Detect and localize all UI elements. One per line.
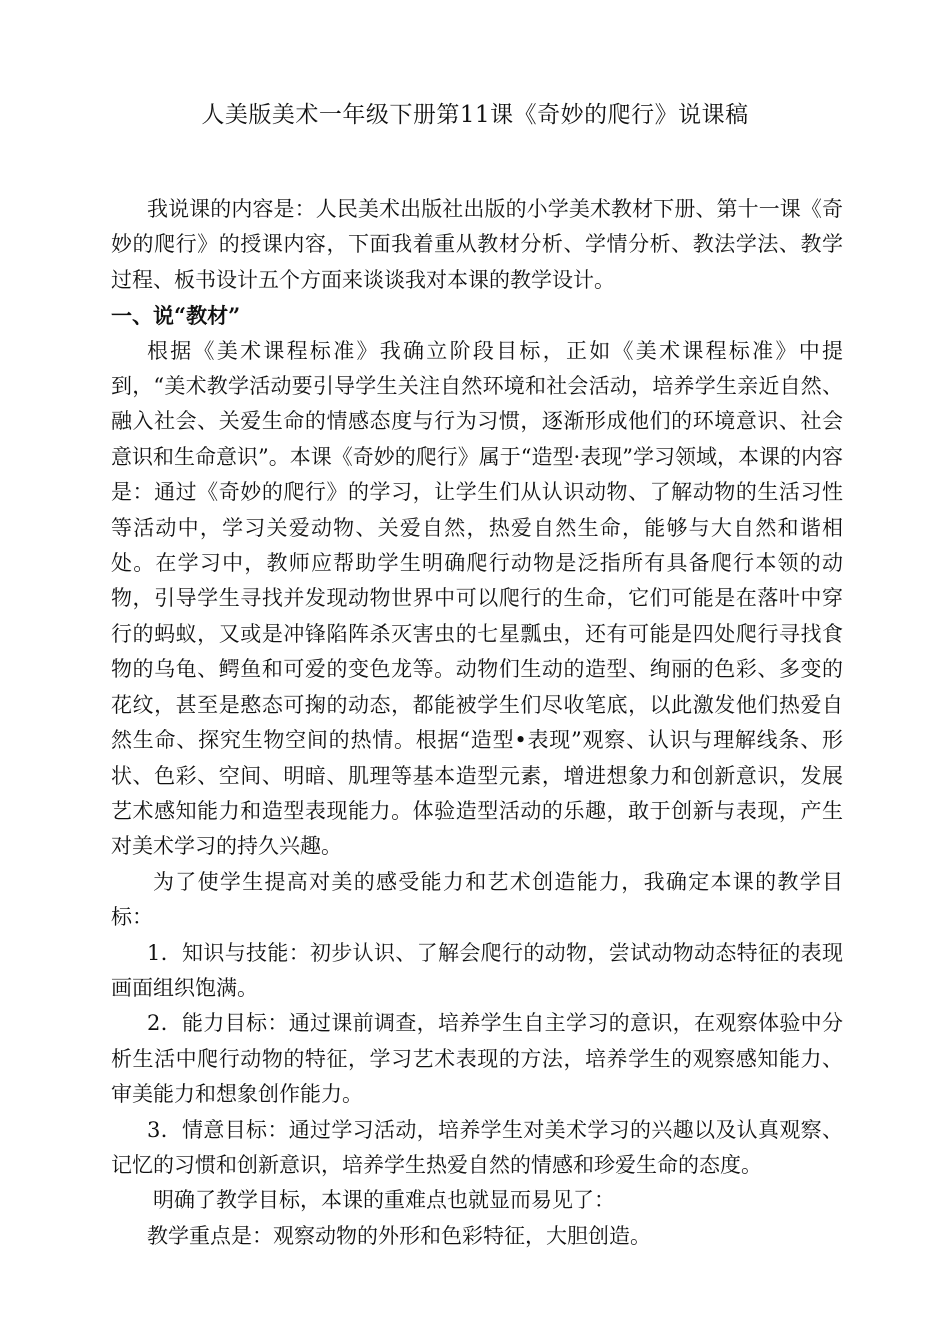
goals-intro-paragraph: 为了使学生提高对美的感受能力和艺术创造能力，我确定本课的教学目标：	[111, 869, 843, 930]
section-heading-textbook: 一、说“教材”	[111, 303, 241, 329]
goal-knowledge: 1．知识与技能：初步认识、了解会爬行的动物，尝试动物动态特征的表现画面组织饱满。	[111, 940, 843, 1000]
goal-emotion: 3．情意目标：通过学习活动，培养学生对美术学习的兴趣以及认真观察、记忆的习惯和创新意识，培养学生热爱自然的情感和珍爱生命的态度。	[111, 1117, 843, 1177]
document-title: 人美版美术一年级下册第11课《奇妙的爬行》说课稿	[201, 102, 749, 128]
textbook-paragraph: 根据《美术课程标准》我确立阶段目标，正如《美术课程标准》中提到，“美术教学活动要引导学生关注自然环境和社会活动，培养学生亲近自然、融入社会、关爱生命的情感态度与行为习惯，逐渐形成他们的环境意识、社会意识和生命意识”。本课《奇妙的爬行》属于“造型·表现”学习领域，本课的内容是：通过《奇妙的爬行》的学习，让学生们从认识动物、了解动物的生活习性等活动中，学习关爱动物、关爱自然，热爱自然生命，能够与大自然和谐相处。在学习中，教师应帮助学生明确爬行动物是泛指所有具备爬行本领的动物，引导学生寻找并发现动物世界中可以爬行的生命，它们可能是在落叶中穿行的蚂蚁，又或是冲锋陷阵杀灭害虫的七星瓢虫，还有可能是四处爬行寻找食物的乌龟、鳄鱼和可爱的变色龙等。动物们生动的造型、绚丽的色彩、多变的花纹，甚至是憨态可掬的动态，都能被学生们尽收笔底，以此激发他们热爱自然生命、探究生物空间的热情。根据“造型•表现”观察、认识与理解线条、形状、色彩、空间、明暗、肌理等基本造型元素，增进想象力和创新意识，发展艺术感知能力和造型表现能力。体验造型活动的乐趣，敢于创新与表现，产生对美术学习的持久兴趣。	[111, 338, 843, 859]
goal-ability: 2．能力目标：通过课前调查，培养学生自主学习的意识，在观察体验中分析生活中爬行动物的特征，学习艺术表现的方法，培养学生的观察感知能力、审美能力和想象创作能力。	[111, 1011, 843, 1107]
key-point: 教学重点是：观察动物的外形和色彩特征，大胆创造。	[147, 1223, 651, 1248]
key-points-intro: 明确了教学目标，本课的重难点也就显而易见了：	[153, 1188, 615, 1213]
intro-paragraph: 我说课的内容是：人民美术出版社出版的小学美术教材下册、第十一课《奇妙的爬行》的授课内容，下面我着重从教材分析、学情分析、教法学法、教学过程、板书设计五个方面来谈谈我对本课的教学设计。	[111, 197, 843, 292]
document-body	[111, 192, 843, 1254]
